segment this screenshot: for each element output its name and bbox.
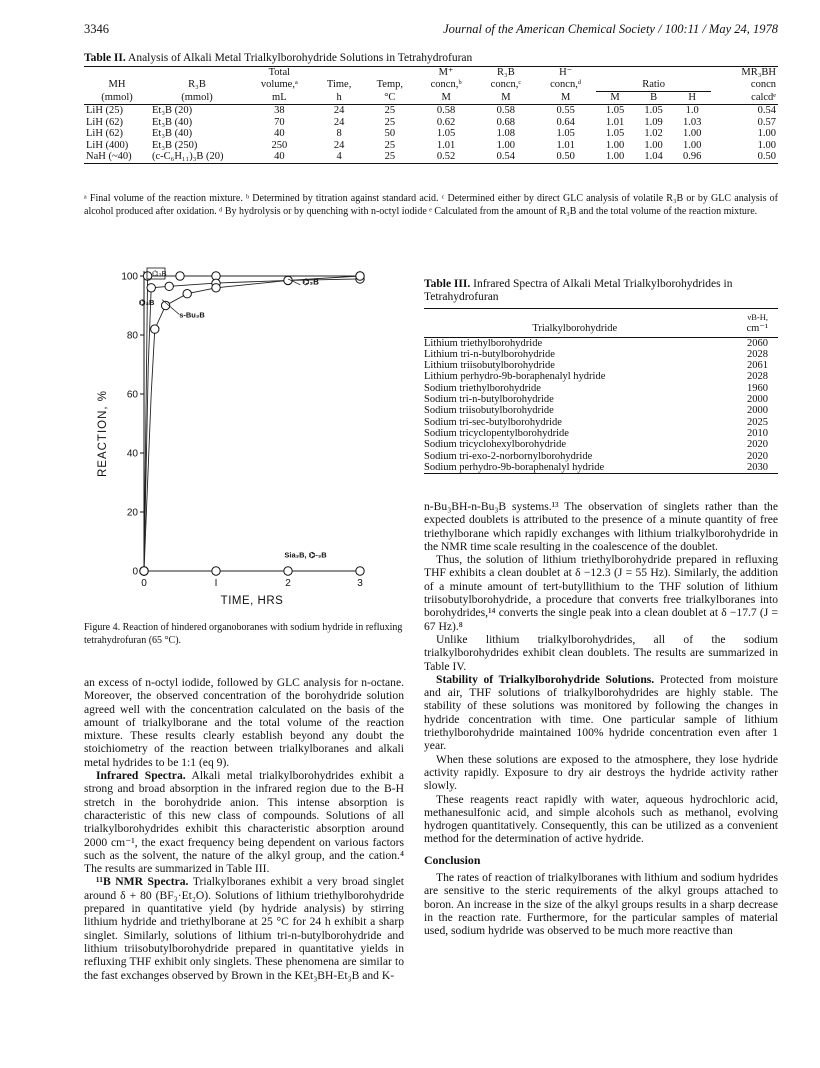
table-cell: 1.02 xyxy=(644,128,663,139)
table-cell: 1.00 xyxy=(605,139,625,151)
y-axis-label: REACTION, % xyxy=(97,389,109,478)
journal-title: Journal of the American Chemical Society / 100:11 / May 24, 1978 xyxy=(443,22,778,36)
table-row xyxy=(424,462,778,474)
x-axis-label: TIME, HRS xyxy=(220,595,284,607)
bh-frequency: 2010 xyxy=(747,427,768,439)
table2-body xyxy=(84,105,778,164)
table-cell: 1.05 xyxy=(605,128,625,139)
t2-h-mplus-2: concn,ᵇ xyxy=(430,79,462,91)
bh-frequency: 2000 xyxy=(747,394,768,406)
table-cell: 1.05 xyxy=(605,105,625,116)
table-cell: 0.64 xyxy=(556,116,575,128)
bh-frequency: 2025 xyxy=(747,416,768,428)
table-cell: Et₃B (20) xyxy=(152,105,193,116)
bh-frequency: 2028 xyxy=(747,348,768,360)
x-tick-label: 3 xyxy=(357,578,363,589)
table-row xyxy=(424,417,778,428)
para-conclusion: The rates of reaction of trialkylboranes with lithium and sodium hydrides are sensitive to the steric requirements of the alkyl groups attached to boron. An increase in the size of the alkyl groups results in a sharp decrease in the reaction rate. Furthermore, for the particular samples of material used, sodium hydride was observed to be much more reactive than xyxy=(424,871,778,938)
t2-h-time-1: Time, xyxy=(326,79,352,91)
compound-name: Lithium triisobutylborohydride xyxy=(424,360,555,372)
table-cell: 0.58 xyxy=(436,105,456,116)
table-row xyxy=(424,383,778,394)
series-label-sia: Sia₃B, ⌬-₃B xyxy=(284,550,327,560)
data-point xyxy=(176,272,184,280)
table-cell: 1.00 xyxy=(496,139,516,151)
table-cell: 1.05 xyxy=(644,105,663,116)
t2-h-r3bc-1: R₃B xyxy=(497,67,515,78)
table3 xyxy=(424,308,778,474)
table-cell: 1.05 xyxy=(556,128,575,139)
para-ir xyxy=(84,769,404,875)
stability-body: Protected from moisture and air, THF solutions of trialkylborohydrides are highly stable. The stability of these solutions was monitored by following the changes in hydride concentration with time. One particular sample of lithium triethylborohydride maintained 100% hydride concentration even after 1 year. xyxy=(424,672,778,753)
bh-frequency: 2060 xyxy=(747,337,768,349)
page-number: 3346 xyxy=(84,22,109,36)
table-cell: 38 xyxy=(274,105,285,116)
data-point xyxy=(356,567,364,575)
table-row xyxy=(84,151,778,163)
y-tick-label: 40 xyxy=(126,448,138,460)
data-point xyxy=(212,284,220,292)
bh-frequency: 2028 xyxy=(747,371,768,383)
figure4-chart xyxy=(84,258,404,613)
table-cell: 1.00 xyxy=(682,128,702,139)
bh-frequency: 2061 xyxy=(747,360,768,372)
table-cell: 1.03 xyxy=(682,116,702,128)
table-cell: 70 xyxy=(274,116,285,128)
t2-h-vol-2: volume,ᵃ xyxy=(260,79,298,91)
t2-h-hm-1: H⁻ xyxy=(559,67,573,78)
table-cell: Et₃B (250) xyxy=(152,139,198,151)
table-row xyxy=(84,140,778,152)
table-cell: 1.08 xyxy=(496,128,516,139)
table-cell: 8 xyxy=(336,128,342,139)
t2-h-r3bc-3: M xyxy=(501,91,511,103)
table-cell: 1.01 xyxy=(556,139,575,151)
t2-h-temp-1: Temp, xyxy=(376,79,403,91)
bh-frequency: 2000 xyxy=(747,405,768,417)
table-cell: 0.52 xyxy=(436,151,456,162)
series-label-cyclohexyl: ⌬₃B xyxy=(139,298,155,307)
table-cell: 1.00 xyxy=(757,139,776,151)
table-cell: 1.05 xyxy=(436,128,456,139)
data-point xyxy=(165,282,173,290)
para-exposure: When these solutions are exposed to the atmosphere, they lose hydride activity rapidly. Exposure to dry air destroys the hydride activity rather slowly. xyxy=(424,752,778,793)
table2-caption xyxy=(84,52,472,64)
figure4 xyxy=(84,258,404,618)
table-cell: 25 xyxy=(384,151,396,162)
table-cell: 1.04 xyxy=(644,151,663,162)
series-line xyxy=(144,276,360,571)
table3-head xyxy=(424,309,778,338)
table-cell: Et₃B (40) xyxy=(152,128,193,139)
para-reactivity: These reagents react rapidly with water, aqueous hydrochloric acid, methanesulfonic acid, and simple alcohols such as methanol, evolving hydrogen quantitatively. Consequently, this can be utilized as a convenient method for the determination of active hydride. xyxy=(424,792,778,846)
t2-h-vol-3: mL xyxy=(272,91,287,103)
table-cell: 0.96 xyxy=(682,151,702,162)
series-label-sbu: s-Bu₃B xyxy=(179,310,205,320)
right-column xyxy=(424,500,778,938)
para-nmr xyxy=(84,875,404,981)
x-tick-label: 0 xyxy=(141,578,147,589)
t2-h-mh-1: MH xyxy=(108,79,126,91)
table-row xyxy=(424,371,778,382)
compound-name: Sodium tri-exo-2-norbornylborohydride xyxy=(424,450,593,462)
table-cell: LiH (25) xyxy=(86,105,124,116)
ir-body: Alkali metal trialkylborohydrides exhibit a strong and broad absorption in the infrared region due to the B-H stretch in the borohydride anion. This intense absorption is characteristic of this new class of compounds. Solutions of all trialkylborohydrides exhibit this characteristic absorption around 2000 cm⁻¹, the exact frequency being dependent on various factors such as the solvent, the nature of the alkyl group, and the cation.⁴ The results are summarized in Table III. xyxy=(84,769,404,876)
table-cell: 250 xyxy=(271,139,288,151)
table-cell: 0.58 xyxy=(496,105,516,116)
x-tick-label: 2 xyxy=(285,578,291,589)
table-cell: 25 xyxy=(384,139,396,151)
t2-h-ratio-h: H xyxy=(688,92,696,103)
table-cell: 0.54 xyxy=(757,105,776,116)
table-cell: 24 xyxy=(333,139,345,151)
para-singlets: n-Bu₃BH-n-Bu₃B systems.¹³ The observation of singlets rather than the expected doublets is attributed to the presence of a minute quantity of free triethylborane which rapidly exchanges with lithium trialkylborohydride in the NMR time scale resulting in the coalescence of the doublet. xyxy=(424,500,778,553)
table-cell: 1.00 xyxy=(605,151,625,162)
t2-h-r3bc-2: concn,ᶜ xyxy=(490,79,522,91)
series-line xyxy=(144,279,360,571)
table-cell: 1.0 xyxy=(685,105,699,116)
table2-label: Table II. xyxy=(84,52,126,64)
compound-name: Sodium tricyclopentylborohydride xyxy=(424,427,569,439)
table-cell: 25 xyxy=(384,105,396,116)
figure4-caption: Figure 4. Reaction of hindered organoboranes with sodium hydride in refluxing tetrahydrofuran (65 °C). xyxy=(84,622,403,646)
table-cell: LiH (400) xyxy=(86,139,129,151)
table-cell: LiH (62) xyxy=(86,128,124,139)
table-cell: 24 xyxy=(333,105,345,116)
y-tick-label: 80 xyxy=(126,330,138,342)
table-cell: (c-C₆H₁₁)₃B (20) xyxy=(152,151,224,162)
t2-h-mplus-1: M⁺ xyxy=(438,67,454,78)
y-tick-label: 0 xyxy=(132,566,138,578)
y-tick-label: 100 xyxy=(121,271,138,283)
table2-footnotes: ᵃ Final volume of the reaction mixture. ᵇ Determined by titration against standard acid. ᶜ Determined either by direct GLC analysis of volatile R₃B or by GLC analysis of alcohol produced after oxidation. ᵈ By hydrolysis or by quenching with n-octyl iodide ᵉ Calculated from the amount of R₃B and the total volume of the reaction mixture. xyxy=(84,193,778,217)
table-cell: 1.00 xyxy=(757,128,776,139)
table-cell: 1.09 xyxy=(644,116,663,128)
data-point xyxy=(151,325,159,333)
nmr-body: Trialkylboranes exhibit a very broad singlet around δ + 80 (BF₃·Et₂O). Solutions of lithium triethylborohydride prepared in quantitative yield (by hydride analysis) by stirring lithium hydride and triethylborane at 25 °C for 24 h exhibit a sharp singlet. Similarly, solutions of lithium tri-n-butylborohydride and lithium triisobutylborohydride prepared in quantitative yields in refluxing THF exhibit only singlets. These phenomena are similar to the fast exchanges observed by Brown in the KEt₃BH-Et₃B and K- xyxy=(84,875,404,982)
t2-h-r3b-2: (mmol) xyxy=(181,91,213,103)
t2-h-mr3bh-3: calcdᵉ xyxy=(751,91,776,103)
bh-frequency: 1960 xyxy=(747,382,768,394)
table-row xyxy=(424,439,778,450)
table-row xyxy=(424,360,778,371)
t2-h-hm-2: concn,ᵈ xyxy=(550,79,582,91)
nmr-heading: ¹¹B NMR Spectra. xyxy=(96,875,189,889)
table-cell: 50 xyxy=(384,128,396,139)
table2 xyxy=(84,66,778,164)
table2-head xyxy=(84,67,778,105)
table-cell: 0.68 xyxy=(496,116,516,128)
data-point xyxy=(284,567,292,575)
table-cell: LiH (62) xyxy=(86,116,124,128)
ir-heading: Infrared Spectra. xyxy=(96,769,186,783)
table-cell: 40 xyxy=(274,128,285,139)
data-point xyxy=(212,567,220,575)
table-cell: 0.54 xyxy=(496,151,516,162)
table-cell: 0.50 xyxy=(556,151,575,162)
compound-name: Sodium tricyclohexylborohydride xyxy=(424,439,567,451)
table3-label: Table III. xyxy=(424,278,471,290)
compound-name: Sodium triisobutylborohydride xyxy=(424,405,554,417)
compound-name: Lithium perhydro-9b-boraphenalyl hydride xyxy=(424,371,606,383)
para-stability xyxy=(424,673,778,753)
table-cell: 1.01 xyxy=(605,116,625,128)
table-cell: 1.00 xyxy=(644,139,663,151)
conclusion-heading: Conclusion xyxy=(424,852,481,867)
t2-h-vol-1: Total xyxy=(268,67,291,78)
y-tick-label: 20 xyxy=(126,507,138,519)
table-row xyxy=(424,405,778,416)
table-row xyxy=(424,349,778,360)
table-cell: 40 xyxy=(274,151,285,162)
table-cell: Et₃B (40) xyxy=(152,116,193,128)
table-cell: 4 xyxy=(336,151,342,162)
compound-name: Sodium tri-n-butylborohydride xyxy=(424,394,554,406)
t2-h-ratio-m: M xyxy=(610,92,620,103)
t2-h-time-2: h xyxy=(336,91,342,103)
t2-h-ratio-b: B xyxy=(650,92,658,103)
table3-caption xyxy=(424,278,778,304)
t2-h-mplus-3: M xyxy=(441,91,451,103)
bh-frequency: 2020 xyxy=(747,450,768,462)
table-row xyxy=(424,337,778,349)
table2-title: Analysis of Alkali Metal Trialkylborohydride Solutions in Tetrahydrofuran xyxy=(128,52,473,64)
data-point xyxy=(140,567,148,575)
compound-name: Lithium tri-n-butylborohydride xyxy=(424,348,555,360)
table-cell: 0.50 xyxy=(757,151,776,162)
left-column xyxy=(84,676,404,982)
compound-name: Lithium triethylborohydride xyxy=(424,337,543,349)
t2-h-mr3bh-1: MR₃BH xyxy=(741,67,776,78)
table-row xyxy=(424,451,778,462)
table-cell: NaH (~40) xyxy=(86,151,132,162)
table-cell: 0.57 xyxy=(757,116,776,128)
bh-frequency: 2030 xyxy=(747,461,768,473)
table-cell: 1.00 xyxy=(682,139,702,151)
table3-title: Infrared Spectra of Alkali Metal Trialkylborohydrides in Tetrahydrofuran xyxy=(424,278,733,303)
compound-name: Sodium triethylborohydride xyxy=(424,382,541,394)
t2-h-hm-3: M xyxy=(560,91,571,103)
table-row xyxy=(424,428,778,439)
table-row xyxy=(84,128,778,140)
t2-h-mh-2: (mmol) xyxy=(101,91,133,103)
table-cell: 25 xyxy=(384,116,396,128)
t2-h-temp-2: °C xyxy=(384,91,396,103)
table-cell: 0.62 xyxy=(436,116,456,128)
t3-h-unit: cm⁻¹ xyxy=(746,323,768,335)
series-line xyxy=(144,276,360,571)
data-point xyxy=(356,272,364,280)
t3-h-nu: νB-H, xyxy=(747,312,768,322)
data-point xyxy=(147,284,155,292)
table-cell: 24 xyxy=(333,116,345,128)
para-eq9: an excess of n-octyl iodide, followed by GLC analysis for n-octane. Moreover, the observed concentration of the borohydride solution agreed well with the concentration calculated on the basis of the amount of trialkylborane and the total volume of the reaction mixture. These results clearly establish beyond any doubt the stoichiometry of the reaction between trialkylboranes and alkali metal hydrides to be 1:1 (eq 9). xyxy=(84,676,404,769)
compound-name: Sodium perhydro-9b-boraphenalyl hydride xyxy=(424,461,605,473)
table3-body xyxy=(424,337,778,474)
table-cell: 1.01 xyxy=(436,139,456,151)
bh-frequency: 2020 xyxy=(747,439,768,451)
t2-h-mr3bh-2: concn xyxy=(750,79,776,91)
series-label-cyclopentyl: ⌬₃B xyxy=(152,269,167,278)
compound-name: Sodium tri-sec-butylborohydride xyxy=(424,416,562,428)
x-tick-label: I xyxy=(214,578,218,589)
para-doublet: Thus, the solution of lithium triethylborohydride prepared in refluxing THF exhibits a clean doublet at δ −12.3 (J = 55 Hz). Similarly, the addition of a minute amount of tert-butyllithium to the THF solution of lithium triisobutylborohydride, a procedure that converts free trialkylboranes into borohydrides,¹⁴ converts the single peak into a clean doublet at δ −17.7 (J = 67 Hz).⁸ xyxy=(424,553,778,633)
data-point xyxy=(183,290,191,298)
stability-heading: Stability of Trialkylborohydride Solutions. xyxy=(436,672,655,686)
t2-h-r3b-1: R₃B xyxy=(188,79,206,91)
t2-h-ratio: Ratio xyxy=(596,79,712,92)
para-sodium: Unlike lithium trialkylborohydrides, all of the sodium trialkylborohydrides exhibit clean doublets. The results are summarized in Table IV. xyxy=(424,632,778,673)
y-tick-label: 60 xyxy=(126,389,138,401)
t3-h-name: Trialkylborohydride xyxy=(532,323,618,335)
table-row xyxy=(424,394,778,405)
table-row xyxy=(84,117,778,129)
table-cell: 0.55 xyxy=(556,105,575,116)
table-row xyxy=(84,105,778,117)
series-label-chx-right: ⌬₃B xyxy=(302,277,319,287)
